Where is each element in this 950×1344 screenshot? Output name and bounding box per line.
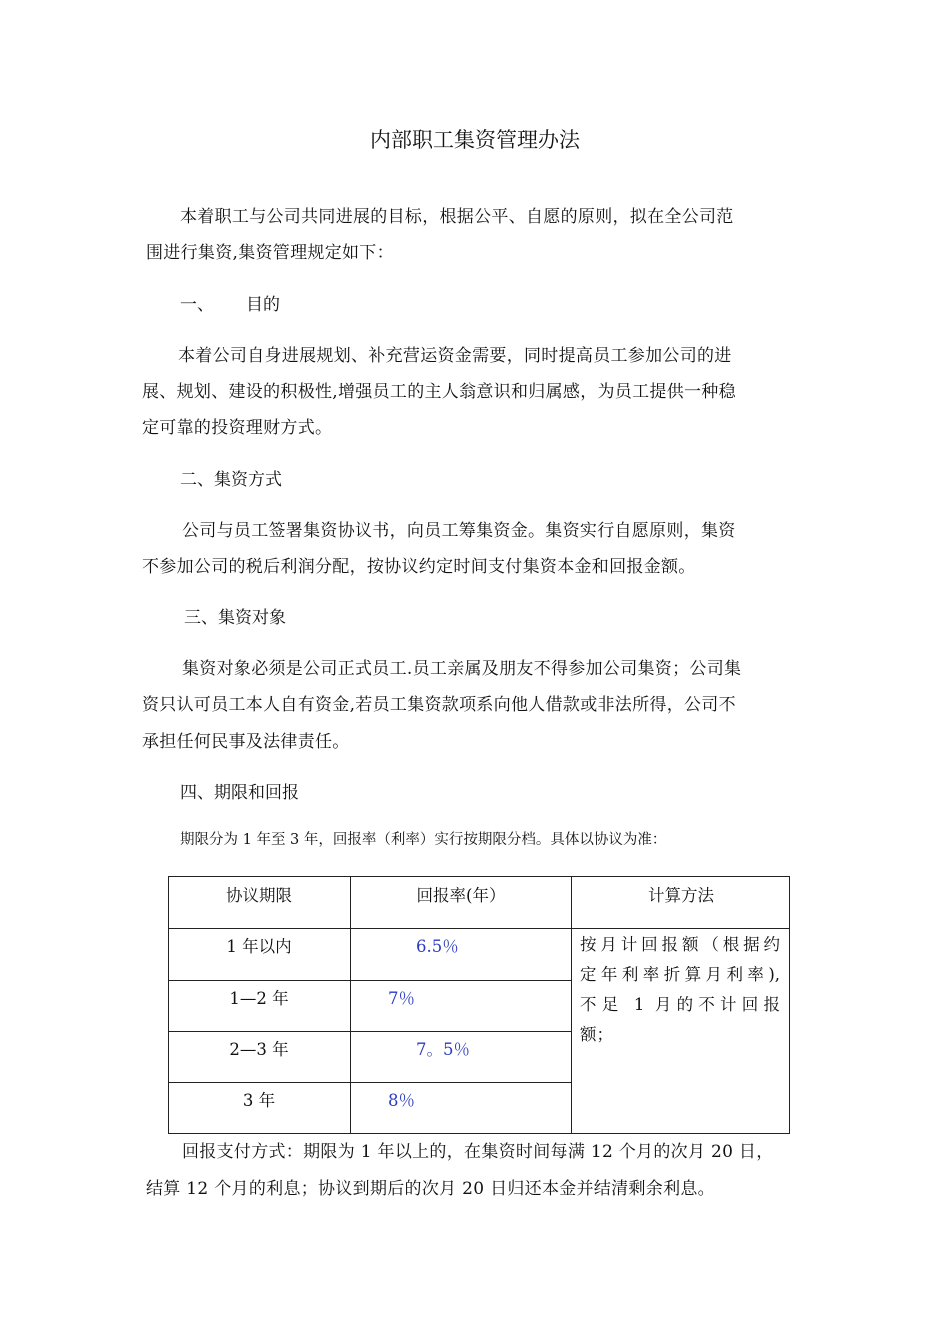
section1-number: 一、 bbox=[180, 295, 214, 315]
document-title: 内部职工集资管理办法 bbox=[370, 128, 580, 152]
section1-line-2: 展、规划、建设的积极性,增强员工的主人翁意识和归属感，为员工提供一种稳 bbox=[142, 382, 736, 402]
section2-heading: 二、集资方式 bbox=[180, 470, 282, 490]
method-line: 额； bbox=[580, 1025, 613, 1044]
table-row-term: 3 年 bbox=[242, 1091, 276, 1110]
table-row-term: 2—3 年 bbox=[229, 1040, 289, 1059]
payment-line-1: 回报支付方式：期限为 1 年以上的，在集资时间每满 12 个月的次月 20 日， bbox=[182, 1142, 774, 1162]
section1-line-3: 定可靠的投资理财方式。 bbox=[142, 418, 333, 438]
section3-line-3: 承担任何民事及法律责任。 bbox=[142, 732, 350, 752]
table-row-term: 1—2 年 bbox=[229, 989, 289, 1008]
intro-line-2: 围进行集资,集资管理规定如下： bbox=[146, 243, 394, 263]
method-line: 不足 1 月的不计回报 bbox=[580, 995, 780, 1014]
table-row-rate: 7。5％ bbox=[416, 1040, 470, 1059]
section2-line-2: 不参加公司的税后利润分配，按协议约定时间支付集资本金和回报金额。 bbox=[142, 557, 696, 577]
section3-line-1: 集资对象必须是公司正式员工.员工亲属及朋友不得参加公司集资；公司集 bbox=[182, 659, 742, 679]
table-row-rate: 8％ bbox=[388, 1091, 415, 1110]
table-row-term: 1 年以内 bbox=[226, 937, 292, 956]
header-method: 计算方法 bbox=[648, 886, 714, 905]
section1-heading: 目的 bbox=[246, 295, 280, 315]
section1-line-1: 本着公司自身进展规划、补充营运资金需要，同时提高员工参加公司的进 bbox=[178, 346, 732, 366]
table-row-rate: 7％ bbox=[388, 989, 415, 1008]
header-term: 协议期限 bbox=[226, 886, 292, 905]
section2-line-1: 公司与员工签署集资协议书，向员工筹集资金。集资实行自愿原则，集资 bbox=[182, 521, 736, 541]
rate-table bbox=[168, 876, 790, 1134]
section3-line-2: 资只认可员工本人自有资金,若员工集资款项系向他人借款或非法所得，公司不 bbox=[142, 695, 736, 715]
method-cell bbox=[580, 930, 780, 1050]
payment-line-2: 结算 12 个月的利息；协议到期后的次月 20 日归还本金并结清剩余利息。 bbox=[146, 1179, 715, 1199]
intro-line-1: 本着职工与公司共同进展的目标，根据公平、自愿的原则，拟在全公司范 bbox=[180, 207, 734, 227]
table-row-rate: 6.5％ bbox=[416, 937, 459, 956]
method-line: 按月计回报额（根据约 bbox=[580, 935, 780, 954]
section4-note: 期限分为 1 年至 3 年，回报率（利率）实行按期限分档。具体以协议为准： bbox=[180, 832, 667, 848]
header-rate: 回报率(年） bbox=[416, 886, 506, 905]
section3-heading: 三、集资对象 bbox=[184, 608, 286, 628]
section4-heading: 四、期限和回报 bbox=[180, 783, 299, 803]
method-line: 定年利率折算月利率), bbox=[580, 965, 780, 984]
